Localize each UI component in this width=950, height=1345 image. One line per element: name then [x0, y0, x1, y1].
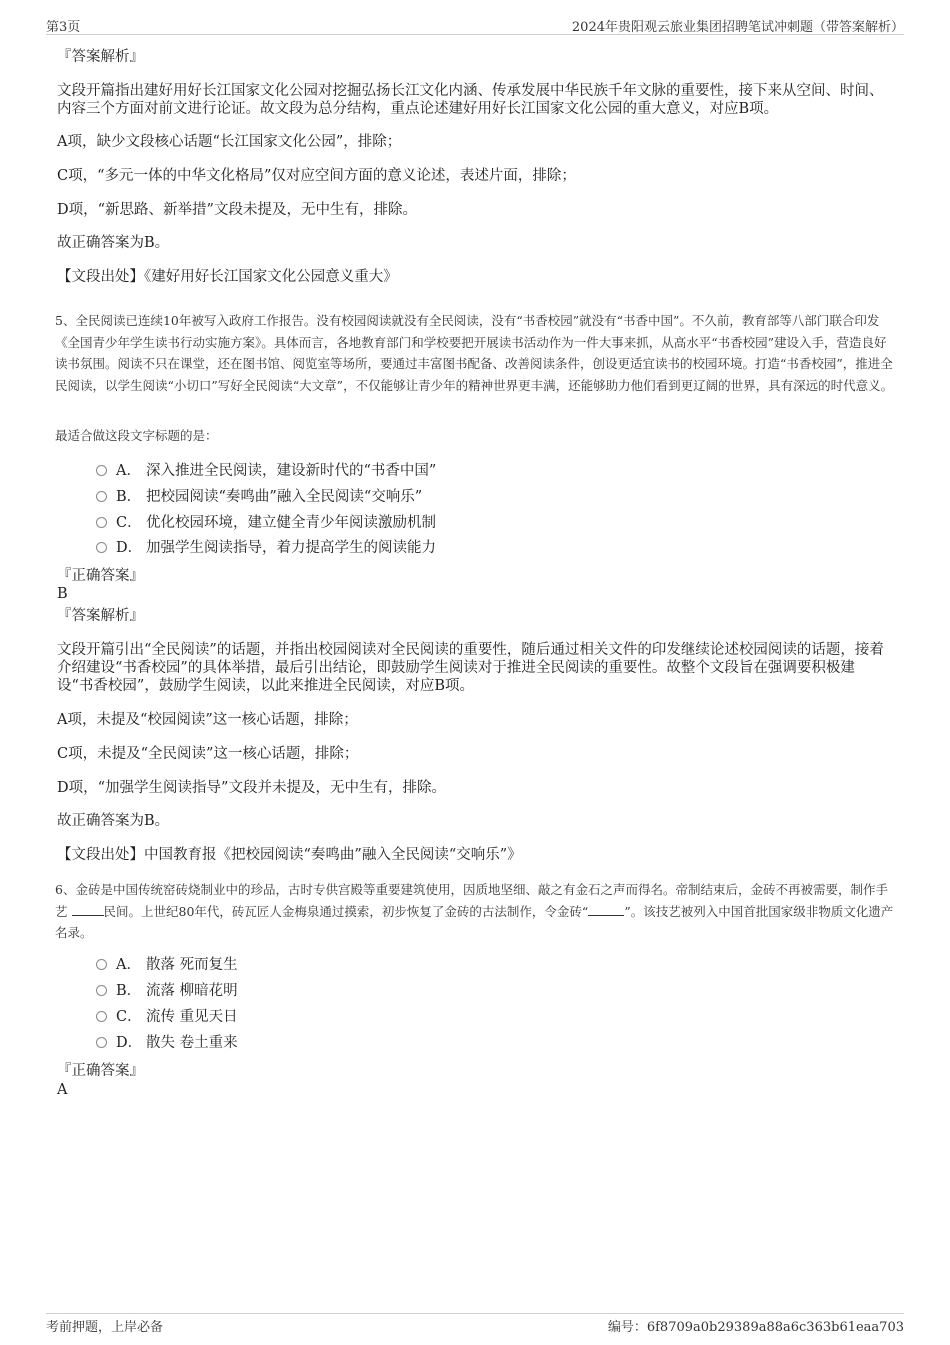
document-id: 编号：6f8709a0b29389a88a6c363b61eaa703	[607, 1320, 904, 1335]
q6-stem	[55, 879, 897, 944]
option-letter: A．	[116, 463, 141, 479]
q5-answer-label: 『正确答案』	[57, 568, 144, 584]
option-text: 散失 卷土重来	[146, 1035, 238, 1051]
option-letter: C．	[116, 515, 142, 531]
option-text: 流落 柳暗花明	[146, 983, 238, 999]
q6-option-a[interactable]	[96, 956, 238, 974]
option-letter: D．	[116, 1035, 143, 1051]
radio-icon[interactable]	[96, 517, 107, 528]
q4-source: 【文段出处】《建好用好长江国家文化公园意义重大》	[57, 269, 398, 285]
q5-option-d[interactable]	[96, 539, 436, 557]
q4-analysis-label: 『答案解析』	[57, 49, 144, 65]
radio-icon[interactable]	[96, 1011, 107, 1022]
option-letter: A．	[116, 957, 141, 973]
radio-icon[interactable]	[96, 491, 107, 502]
q6-option-b[interactable]	[96, 982, 238, 1000]
q5-source: 【文段出处】中国教育报《把校园阅读“奏鸣曲”融入全民阅读“交响乐”》	[57, 847, 522, 863]
q5-option-a[interactable]	[96, 462, 436, 480]
q5-option-c[interactable]	[96, 514, 436, 532]
option-letter: D．	[116, 540, 143, 556]
option-letter: B．	[116, 983, 142, 999]
option-text: 加强学生阅读指导，着力提高学生的阅读能力	[146, 540, 436, 556]
q4-conclusion: 故正确答案为B。	[57, 235, 170, 251]
radio-icon[interactable]	[96, 465, 107, 476]
footer-slogan: 考前押题，上岸必备	[46, 1320, 164, 1335]
option-text: 深入推进全民阅读，建设新时代的“书香中国”	[146, 463, 437, 479]
option-letter: C．	[116, 1009, 142, 1025]
radio-icon[interactable]	[96, 542, 107, 553]
radio-icon[interactable]	[96, 985, 107, 996]
option-text: 把校园阅读“奏鸣曲”融入全民阅读“交响乐”	[146, 489, 423, 505]
q4-analysis-option-c: C项，“多元一体的中华文化格局”仅对应空间方面的意义论述，表述片面，排除；	[57, 168, 576, 184]
q6-answer: A	[57, 1082, 68, 1098]
option-text: 散落 死而复生	[146, 957, 238, 973]
q6-option-d[interactable]	[96, 1034, 238, 1052]
page-number: 第3页	[46, 20, 81, 35]
q6-stem-part1: 6、金砖是中国传统窑砖烧制业中的珍品，古时专供宫殿等重要建筑使用，因质地坚细、敲之有金石之声而得名。帝制结束后，金砖不再被需要，制作手艺	[55, 882, 888, 919]
q5-analysis-paragraph: 文段开篇引出“全民阅读”的话题，并指出校园阅读对全民阅读的重要性，随后通过相关文件的印发继续论述校园阅读的话题，接着介绍建设“书香校园”的具体举措，最后引出结论，即鼓励学生阅读对于推进全民阅读的重要性。故整个文段旨在强调要积极建设“书香校园”，鼓励学生阅读，以此来推进全民阅读，对应B项。	[57, 642, 884, 694]
q5-analysis-option-a: A项，未提及“校园阅读”这一核心话题，排除；	[57, 712, 358, 728]
q5-answer: B	[57, 586, 68, 602]
q5-analysis-label: 『答案解析』	[57, 608, 144, 624]
q6-stem-part2: 民间。上世纪80年代，砖瓦匠人金梅泉通过摸索，初步恢复了金砖的古法制作，令金砖“	[103, 903, 589, 919]
radio-icon[interactable]	[96, 1037, 107, 1048]
q5-conclusion: 故正确答案为B。	[57, 813, 170, 829]
q6-blank-1	[72, 905, 104, 916]
radio-icon[interactable]	[96, 959, 107, 970]
q4-analysis-option-d: D项，“新思路、新举措”文段未提及，无中生有，排除。	[57, 202, 417, 218]
q6-option-c[interactable]	[96, 1008, 238, 1026]
q4-analysis-paragraph: 文段开篇指出建好用好长江国家文化公园对挖掘弘扬长江文化内涵、传承发展中华民族千年文脉的重要性，接下来从空间、时间、内容三个方面对前文进行论证。故文段为总分结构，重点论述建好用好长江国家文化公园的重大意义，对应B项。	[57, 83, 884, 117]
q5-analysis-option-c: C项，未提及“全民阅读”这一核心话题，排除；	[57, 746, 359, 762]
option-text: 流传 重见天日	[146, 1009, 238, 1025]
document-title: 2024年贵阳观云旅业集团招聘笔试冲刺题（带答案解析）	[571, 20, 904, 35]
q5-prompt: 最适合做这段文字标题的是：	[55, 428, 218, 443]
q6-answer-label: 『正确答案』	[57, 1063, 144, 1079]
q5-analysis-option-d: D项，“加强学生阅读指导”文段并未提及，无中生有，排除。	[57, 780, 446, 796]
q6-blank-2	[588, 905, 624, 916]
option-text: 优化校园环境，建立健全青少年阅读激励机制	[146, 515, 436, 531]
q5-option-b[interactable]	[96, 488, 422, 506]
page-header	[46, 14, 904, 35]
q5-stem: 5、全民阅读已连续10年被写入政府工作报告。没有校园阅读就没有全民阅读，没有“书香校园”就没有“书香中国”。不久前，教育部等八部门联合印发《全国青少年学生读书行动实施方案》。具体而言，各地教育部门和学校要把开展读书活动作为一件大事来抓，从高水平“书香校园”建设入手，营造良好读书氛围。阅读不只在课堂，还在图书馆、阅览室等场所，要通过丰富图书配备、改善阅读条件，创设更适宜读书的校园环境。打造“书香校园”，推进全民阅读，以学生阅读“小切口”写好全民阅读“大文章”，不仅能够让青少年的精神世界更丰满，还能够助力他们看到更辽阔的世界，具有深远的时代意义。	[55, 313, 894, 393]
q6-stem-part3: ”。该技艺被列入中国首批国家级非物质文化遗产名录。	[55, 903, 894, 940]
q4-analysis-option-a: A项，缺少文段核心话题“长江国家文化公园”，排除；	[57, 134, 402, 150]
page-footer	[46, 1313, 904, 1336]
option-letter: B．	[116, 489, 142, 505]
